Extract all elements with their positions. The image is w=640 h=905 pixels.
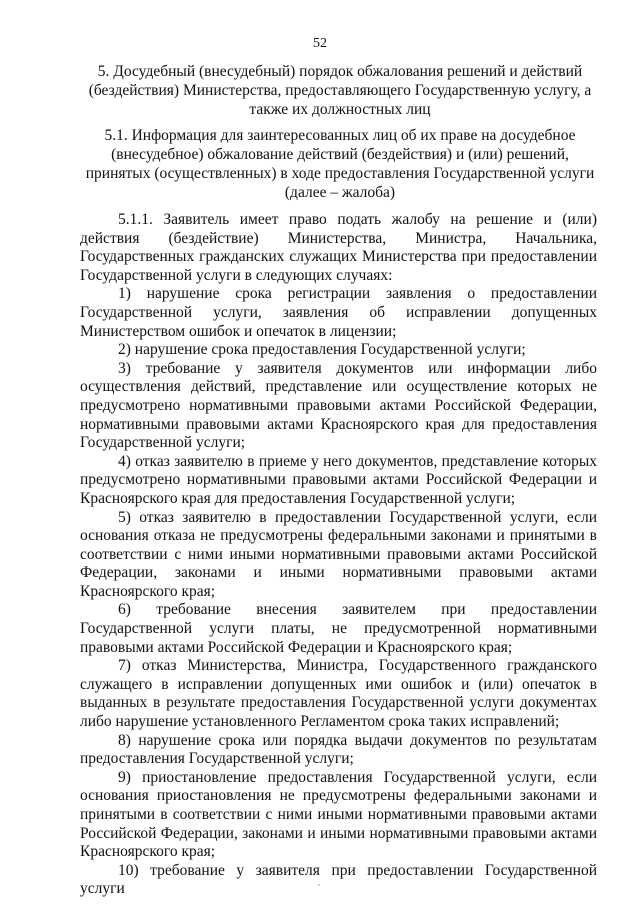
paragraph-item-1: 1) нарушение срока регистрации заявления о предоставлении Государственной услуги, заявления об исправлении допущенных Министерством ошибок и опечаток в лицензии;	[80, 285, 597, 340]
page-number: 52	[313, 36, 327, 51]
paragraph-item-4: 4) отказ заявителю в приеме у него документов, представление которых предусмотрено нормативными правовыми актами Российской Федерации и Красноярского края для предоставления Государственной услуги;	[80, 452, 597, 507]
paragraph-item-10: 10) требование у заявителя при предоставлении Государственной услуги	[80, 861, 597, 898]
paragraph-item-9: 9) приостановление предоставления Государственной услуги, если основания приостановления не предусмотрены федеральными законами и принятыми в соответствии с ними иными нормативными правовыми актами Российской Федерации, законами и иными нормативными правовыми актами Красноярского края;	[80, 768, 597, 861]
paragraph-item-3: 3) требование у заявителя документов или информации либо осуществления действий, представление или осуществление которых не предусмотрено нормативными правовыми актами Российской Федерации, нормативными правовыми актами Красноярского края для предоставления Государственной услуги;	[80, 359, 597, 452]
subsection-heading: 5.1. Информация для заинтересованных лиц об их праве на досудебное (внесудебное) обжалование действий (бездействия) и (или) решений, принятых (осуществленных) в ходе предоставления Государственной услуги (далее – жалоба)	[85, 127, 595, 201]
paragraph-item-2: 2) нарушение срока предоставления Государственной услуги;	[118, 341, 526, 359]
document-body	[80, 211, 597, 899]
paragraph-intro: 5.1.1. Заявитель имеет право подать жалобу на решение и (или) действия (бездействие) Министерства, Министра, Начальника, Государственных гражданских служащих Министерства при предоставлении Государственной услуги в следующих случаях:	[80, 211, 597, 284]
paragraph-item-8: 8) нарушение срока или порядка выдачи документов по результатам предоставления Государственной услуги;	[80, 731, 597, 768]
paragraph-item-7: 7) отказ Министерства, Министра, Государственного гражданского служащего в исправлении допущенных ими ошибок и (или) опечаток в выданных в результате предоставления Государственной услуги документах либо нарушение установленного Регламентом срока таких исправлений;	[80, 657, 597, 731]
scan-speck	[318, 884, 320, 886]
paragraph-item-6: 6) требование внесения заявителем при предоставлении Государственной услуги платы, не предусмотренной нормативными правовыми актами Российской Федерации и Красноярского края;	[80, 601, 597, 656]
paragraph-item-5: 5) отказ заявителю в предоставлении Государственной услуги, если основания отказа не предусмотрены федеральными законами и принятыми в соответствии с ними иными нормативными правовыми актами Российской Федерации, законами и иными нормативными правовыми актами Красноярского края;	[80, 508, 597, 600]
section-heading: 5. Досудебный (внесудебный) порядок обжалования решений и действий (бездействия) Министерства, предоставляющего Государственную услугу, а также их должностных лиц	[88, 63, 592, 118]
